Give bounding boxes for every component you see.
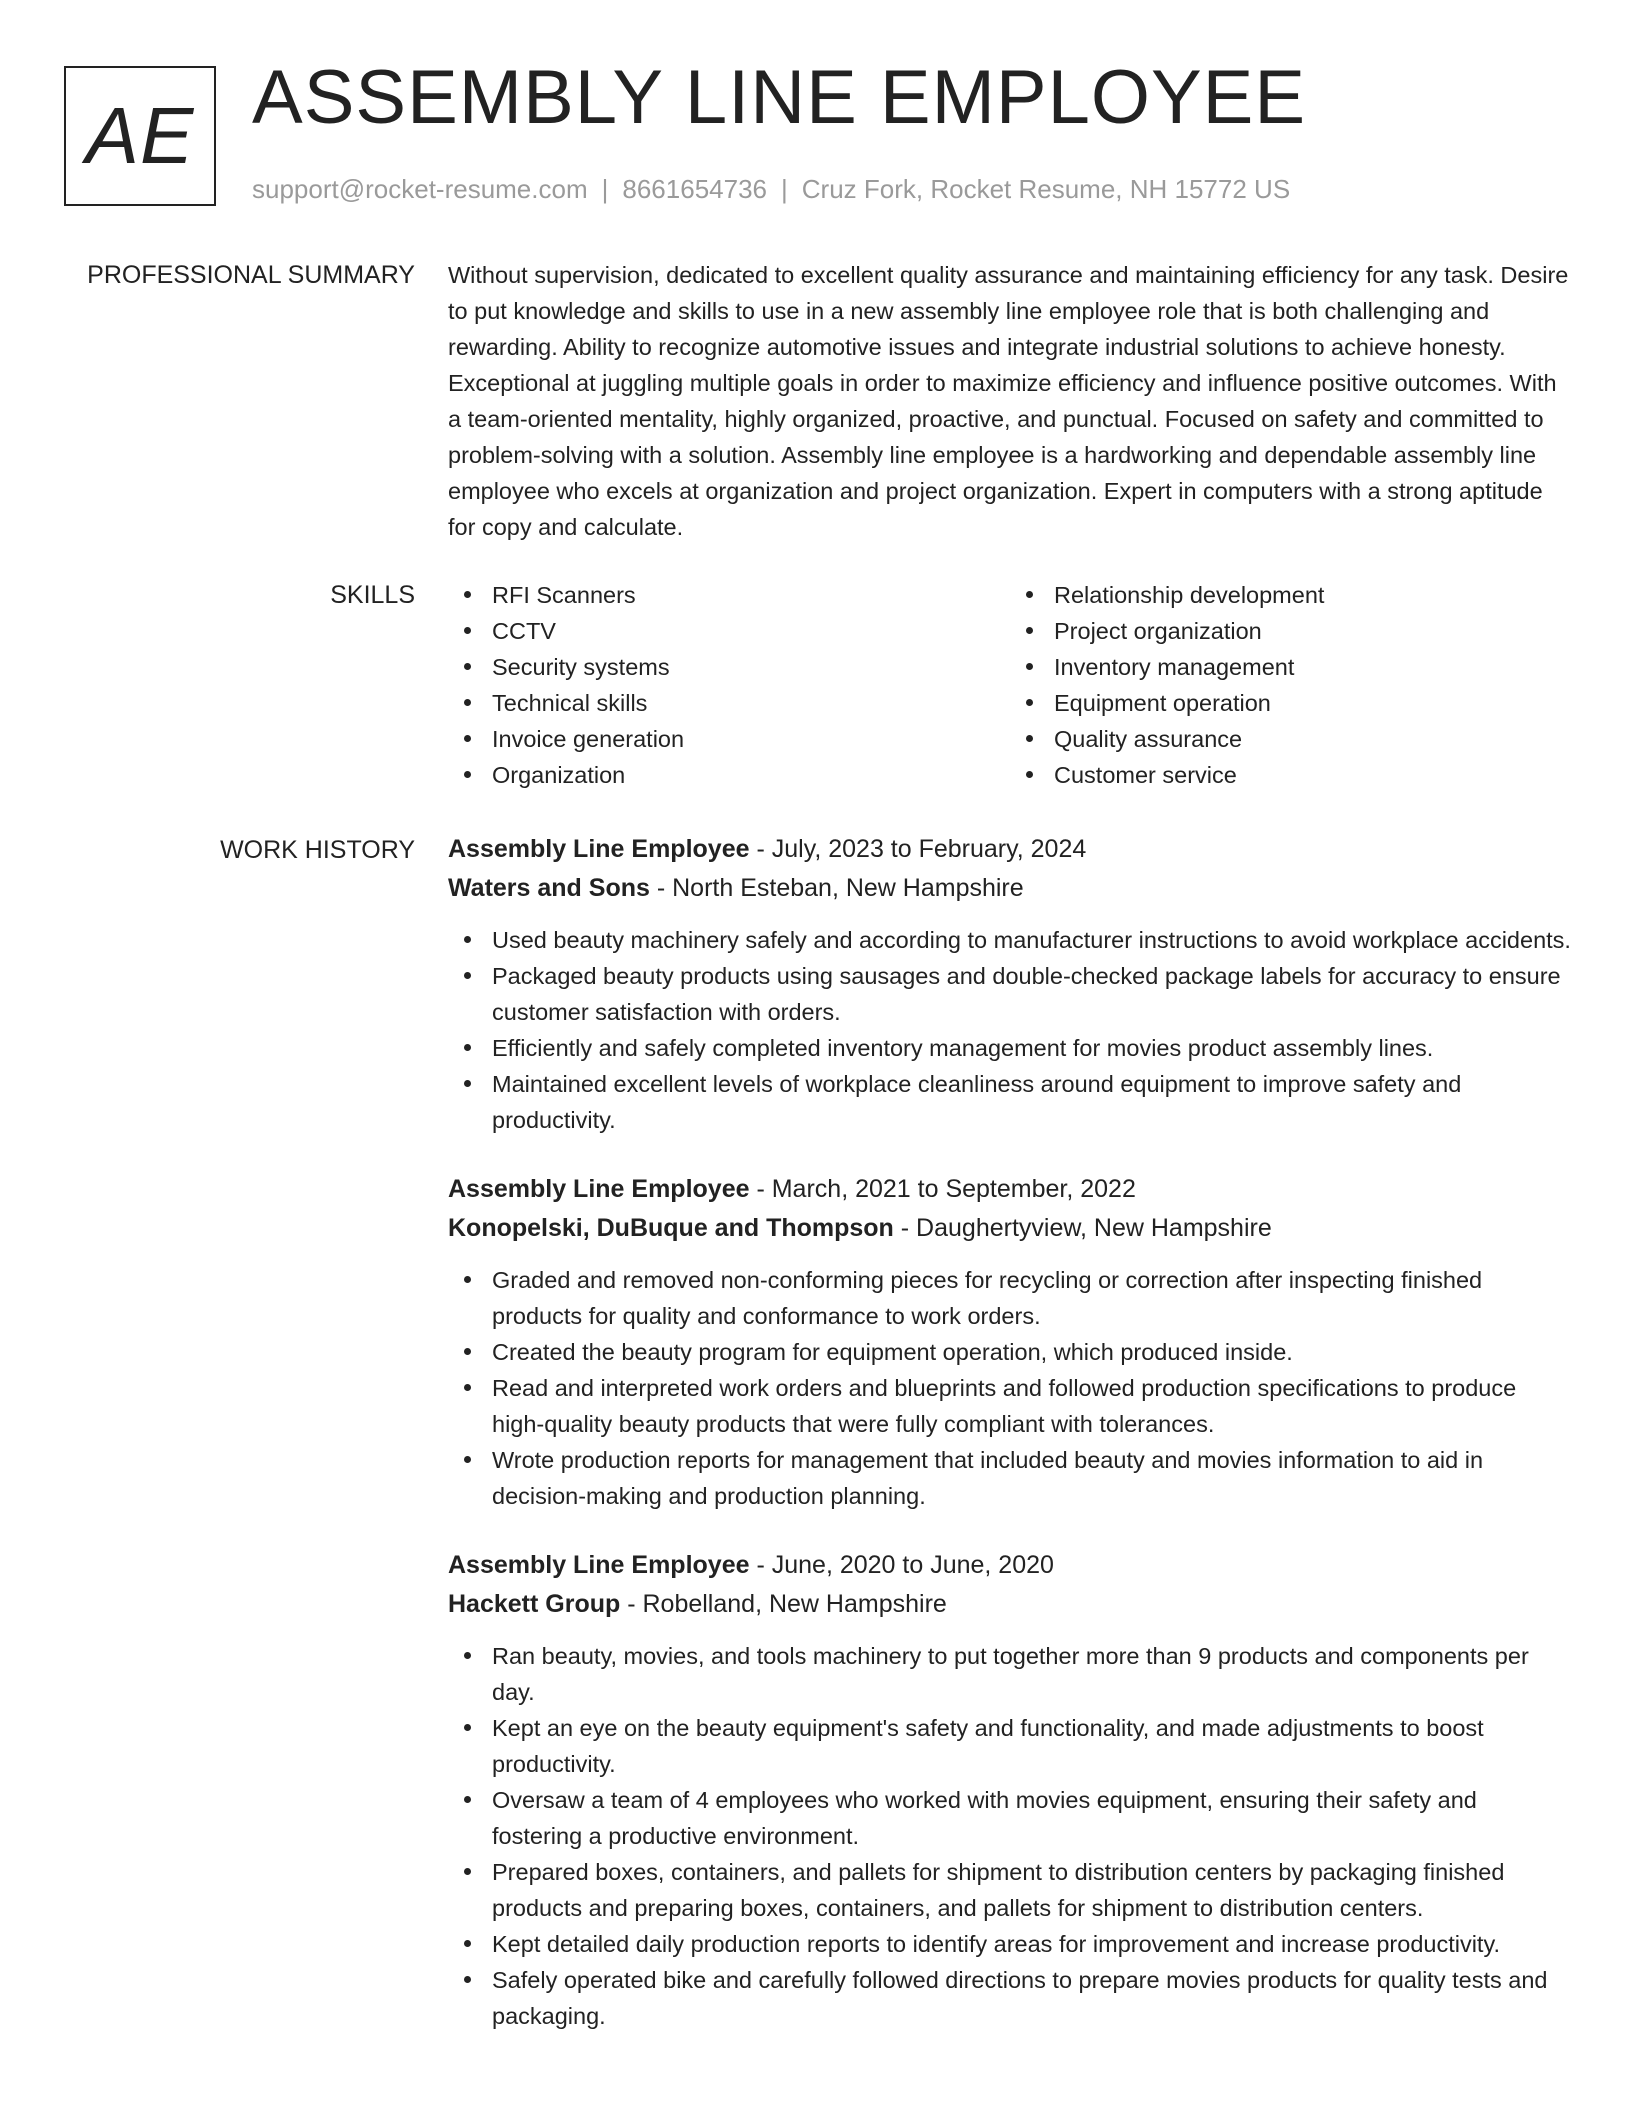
job-company: Waters and Sons (448, 874, 650, 902)
job-entry (448, 1546, 1572, 2034)
summary-label: PROFESSIONAL SUMMARY (87, 261, 415, 289)
skill-item: CCTV (492, 613, 1010, 649)
work-history-label: WORK HISTORY (220, 836, 415, 864)
job-dates: July, 2023 to February, 2024 (771, 835, 1087, 863)
job-title-line (448, 1546, 1572, 1585)
job-bullet: Prepared boxes, containers, and pallets for shipment to distribution centers by packaging finished products and preparing boxes, containers, and pallets for shipment to distribution centers. (492, 1854, 1572, 1926)
job-bullets (448, 1638, 1572, 2034)
job-title: Assembly Line Employee (448, 1551, 750, 1579)
job-bullet: Ran beauty, movies, and tools machinery to put together more than 9 products and components per day. (492, 1638, 1572, 1710)
job-company-line (448, 1209, 1572, 1248)
job-location: Daughertyview, New Hampshire (916, 1214, 1272, 1242)
skill-item: Relationship development (1054, 577, 1572, 613)
job-title-line (448, 1170, 1572, 1209)
contact-separator: | (601, 174, 609, 204)
contact-email: support@rocket-resume.com (252, 174, 588, 204)
job-dash: - (749, 1175, 772, 1203)
job-title: Assembly Line Employee (448, 1175, 750, 1203)
skill-item: Equipment operation (1054, 685, 1572, 721)
skill-item: Inventory management (1054, 649, 1572, 685)
job-dash: - (749, 835, 772, 863)
resume-name-title: ASSEMBLY LINE EMPLOYEE (252, 55, 1307, 140)
job-bullets (448, 1262, 1572, 1514)
skills-body (448, 577, 1572, 793)
job-bullet: Safely operated bike and carefully followed directions to prepare movies products for quality tests and packaging. (492, 1962, 1572, 2034)
job-location: North Esteban, New Hampshire (672, 874, 1024, 902)
initials-text: AE (85, 91, 195, 180)
job-bullet: Packaged beauty products using sausages and double-checked package labels for accuracy to ensure customer satisfaction with orders. (492, 958, 1572, 1030)
job-bullet: Kept an eye on the beauty equipment's safety and functionality, and made adjustments to boost productivity. (492, 1710, 1572, 1782)
job-bullet: Kept detailed daily production reports to identify areas for improvement and increase productivity. (492, 1926, 1572, 1962)
job-company: Hackett Group (448, 1590, 621, 1618)
job-dates: June, 2020 to June, 2020 (771, 1551, 1054, 1579)
job-dates: March, 2021 to September, 2022 (771, 1175, 1136, 1203)
skill-item: Organization (492, 757, 1010, 793)
job-dash: - (620, 1590, 643, 1618)
job-bullet: Maintained excellent levels of workplace cleanliness around equipment to improve safety and productivity. (492, 1066, 1572, 1138)
work-history-body (448, 830, 1572, 2066)
job-bullet: Oversaw a team of 4 employees who worked with movies equipment, ensuring their safety and fostering a productive environment. (492, 1782, 1572, 1854)
job-bullets (448, 922, 1572, 1138)
skills-list-left (448, 577, 1010, 793)
job-bullet: Wrote production reports for management that included beauty and movies information to aid in decision-making and production planning. (492, 1442, 1572, 1514)
job-entry (448, 830, 1572, 1138)
skill-item: Customer service (1054, 757, 1572, 793)
skill-item: Invoice generation (492, 721, 1010, 757)
job-bullet: Efficiently and safely completed inventory management for movies product assembly lines. (492, 1030, 1572, 1066)
skills-list-right (1010, 577, 1572, 793)
job-bullet: Read and interpreted work orders and blueprints and followed production specifications to produce high-quality beauty products that were fully compliant with tolerances. (492, 1370, 1572, 1442)
contact-phone: 8661654736 (622, 174, 767, 204)
skill-item: RFI Scanners (492, 577, 1010, 613)
summary-text: Without supervision, dedicated to excellent quality assurance and maintaining efficiency for any task. Desire to put knowledge and skills to use in a new assembly line employee role that is both challenging and rewarding. Ability to recognize automotive issues and integrate industrial solutions to achieve honesty. Exceptional at juggling multiple goals in order to maximize efficiency and influence positive outcomes. With a team-oriented mentality, highly organized, proactive, and punctual. Focused on safety and committed to problem-solving with a solution. Assembly line employee is a hardworking and dependable assembly line employee who excels at organization and project organization. Expert in computers with a strong aptitude for copy and calculate. (448, 262, 1569, 540)
initials-monogram (64, 66, 216, 206)
job-title-line (448, 830, 1572, 869)
skill-item: Technical skills (492, 685, 1010, 721)
job-bullet: Created the beauty program for equipment operation, which produced inside. (492, 1334, 1572, 1370)
job-title: Assembly Line Employee (448, 835, 750, 863)
job-company: Konopelski, DuBuque and Thompson (448, 1214, 894, 1242)
contact-address: Cruz Fork, Rocket Resume, NH 15772 US (801, 174, 1291, 204)
job-dash: - (649, 874, 673, 902)
contact-separator: | (781, 174, 788, 204)
job-bullet: Used beauty machinery safely and according to manufacturer instructions to avoid workplace accidents. (492, 922, 1572, 958)
job-company-line (448, 869, 1572, 908)
job-entry (448, 1170, 1572, 1514)
contact-line (252, 174, 1290, 205)
job-location: Robelland, New Hampshire (642, 1590, 947, 1618)
job-bullet: Graded and removed non-conforming pieces for recycling or correction after inspecting finished products for quality and conformance to work orders. (492, 1262, 1572, 1334)
summary-body (448, 257, 1572, 545)
skill-item: Security systems (492, 649, 1010, 685)
job-dash: - (749, 1551, 772, 1579)
skill-item: Quality assurance (1054, 721, 1572, 757)
job-company-line (448, 1585, 1572, 1624)
skills-label: SKILLS (330, 581, 415, 609)
skill-item: Project organization (1054, 613, 1572, 649)
job-dash: - (893, 1214, 917, 1242)
